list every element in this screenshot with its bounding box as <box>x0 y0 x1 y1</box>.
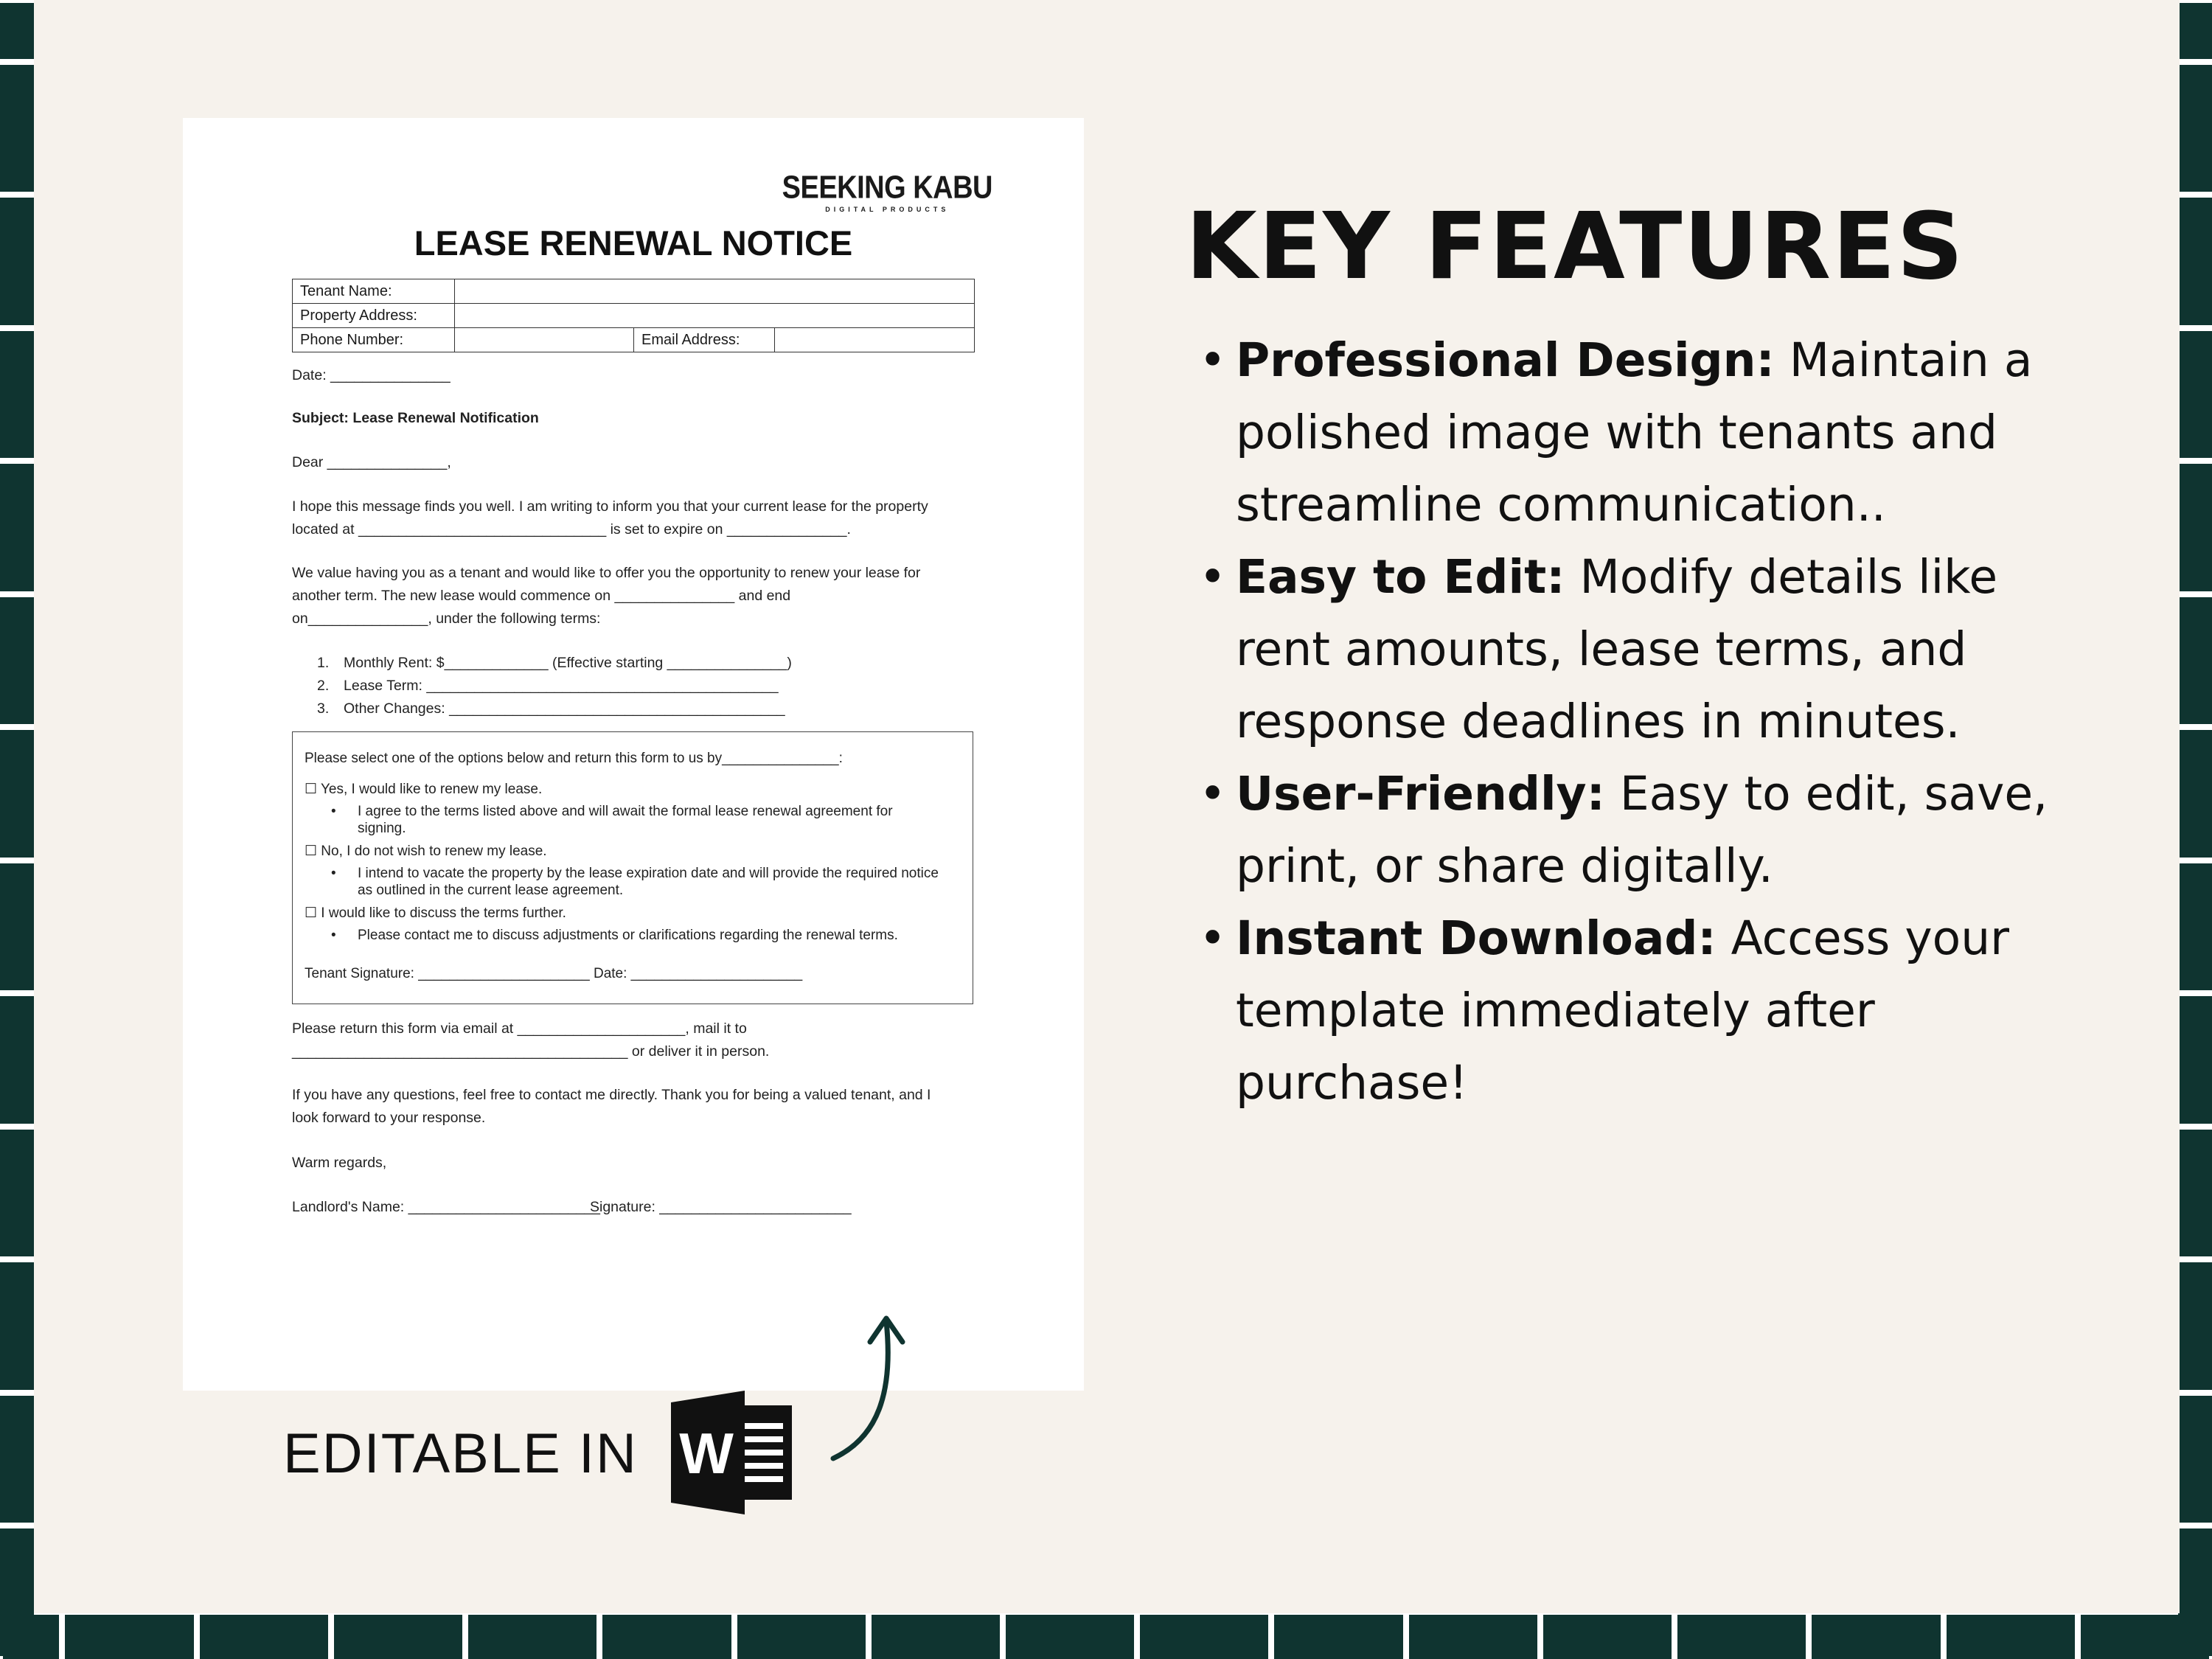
word-icon-letter: W <box>679 1421 734 1486</box>
response-box <box>292 731 973 1004</box>
key-features-list <box>1192 324 2062 1119</box>
brand-name: SEEKING KABU <box>782 170 992 206</box>
editable-in-label: EDITABLE IN <box>283 1422 638 1485</box>
tenant-signature-line: Tenant Signature: ______________________ Date: ______________________ <box>305 966 803 981</box>
paragraph-2-line-2: another term. The new lease would commence on _______________ and end <box>292 588 791 604</box>
feature-text: Maintain a polished image with tenants and streamline communication.. <box>1236 333 2033 532</box>
subject-line: Subject: Lease Renewal Notification <box>292 410 539 426</box>
term-item: 3. Other Changes: __________________________________________ <box>317 700 785 717</box>
feature-item: • Easy to Edit: Modify details like rent amounts, lease terms, and response deadlines in minutes. <box>1199 550 1998 748</box>
terms-list <box>317 652 981 720</box>
document-preview <box>183 118 1084 1391</box>
feature-text: Access your template immediately after purchase! <box>1236 911 2010 1110</box>
term-item: 1. Monthly Rent: $_____________ (Effective starting _______________) <box>317 655 792 671</box>
feature-item: • User-Friendly: Easy to edit, save, print, or share digitally. <box>1199 767 2048 893</box>
option-discuss-detail: • Please contact me to discuss adjustments or clarifications regarding the renewal terms. <box>331 928 898 943</box>
option-no-detail: • I intend to vacate the property by the lease expiration date and will provide the required notice as outlined in the current lease agreement. <box>331 866 939 898</box>
option-yes-detail: • I agree to the terms listed above and will await the formal lease renewal agreement for signing. <box>331 804 893 836</box>
key-features-title: KEY FEATURES <box>1186 193 1965 300</box>
tenant-name-label: Tenant Name: <box>293 279 455 304</box>
property-address-field <box>455 304 975 328</box>
tenant-name-field <box>455 279 975 304</box>
property-address-label: Property Address: <box>293 304 455 328</box>
response-intro: Please select one of the options below and return this form to us by_______________: <box>305 751 843 766</box>
feature-title: Easy to Edit: <box>1236 550 1565 604</box>
email-address-label: Email Address: <box>634 328 775 352</box>
option-no: ☐ No, I do not wish to renew my lease. <box>305 844 547 859</box>
landlord-signature-line: Signature: ________________________ <box>590 1199 852 1215</box>
phone-number-field <box>455 328 634 352</box>
feature-text: Easy to edit, save, print, or share digitally. <box>1236 767 2048 893</box>
right-tile-border <box>2178 0 2212 1659</box>
feature-title: Professional Design: <box>1236 333 1775 387</box>
paragraph-1-line-1: I hope this message finds you well. I am writing to inform you that your current lease for the property <box>292 498 928 515</box>
return-line-2: __________________________________________ or deliver it in person. <box>292 1043 770 1060</box>
feature-title: Instant Download: <box>1236 911 1717 965</box>
paragraph-2-line-3: on_______________, under the following terms: <box>292 611 601 627</box>
tenant-info-table <box>292 279 975 352</box>
curved-arrow-icon <box>826 1305 922 1467</box>
return-instructions <box>292 1018 978 1063</box>
regards: Warm regards, <box>292 1155 387 1171</box>
closing-line-1: If you have any questions, feel free to contact me directly. Thank you for being a valued tenant, and I <box>292 1087 931 1103</box>
landlord-name-line: Landlord's Name: ________________________ <box>292 1199 600 1215</box>
brand-tagline: DIGITAL PRODUCTS <box>825 206 950 213</box>
feature-item: • Professional Design: Maintain a polished image with tenants and streamline communication.. <box>1199 333 2033 532</box>
microsoft-word-icon <box>668 1386 801 1519</box>
option-discuss: ☐ I would like to discuss the terms further. <box>305 905 566 921</box>
document-title: LEASE RENEWAL NOTICE <box>414 223 853 262</box>
date-line: Date: _______________ <box>292 367 451 383</box>
closing-line-2: look forward to your response. <box>292 1110 486 1126</box>
paragraph-1-line-2: located at _______________________________ is set to expire on _______________. <box>292 521 851 538</box>
phone-number-label: Phone Number: <box>293 328 455 352</box>
left-tile-border <box>0 0 34 1659</box>
paragraph-1 <box>292 495 978 541</box>
option-yes: ☐ Yes, I would like to renew my lease. <box>305 782 543 797</box>
closing-paragraph <box>292 1084 978 1130</box>
email-address-field <box>775 328 975 352</box>
salutation: Dear _______________, <box>292 454 451 470</box>
feature-item: • Instant Download: Access your template immediately after purchase! <box>1199 911 2010 1110</box>
feature-text: Modify details like rent amounts, lease terms, and response deadlines in minutes. <box>1236 550 1998 748</box>
return-line-1: Please return this form via email at _____________________, mail it to <box>292 1020 747 1037</box>
paragraph-2 <box>292 562 978 630</box>
term-item: 2. Lease Term: ____________________________________________ <box>317 678 779 694</box>
feature-title: User-Friendly: <box>1236 767 1605 821</box>
bottom-tile-border <box>0 1615 2212 1659</box>
paragraph-2-line-1: We value having you as a tenant and would like to offer you the opportunity to renew your lease for <box>292 565 921 581</box>
brand-logo <box>782 170 992 213</box>
